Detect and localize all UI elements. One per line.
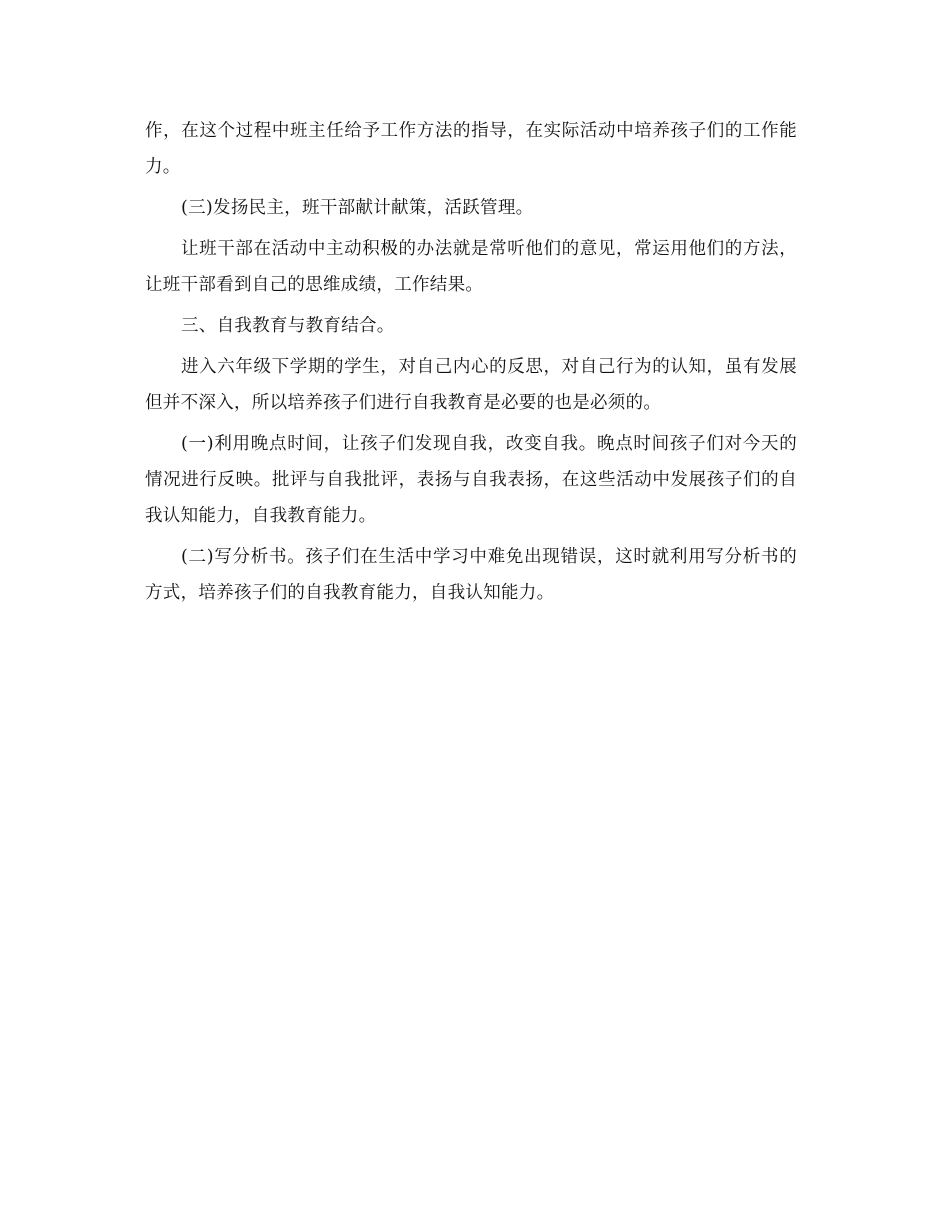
paragraph-section-three-heading: 三、自我教育与教育结合。 bbox=[181, 316, 395, 336]
paragraph-analysis-writing: (二)写分析书。孩子们在生活中学习中难免出现错误，这时就利用写分析书的方式，培养孩子们的自我教育能力，自我认知能力。 bbox=[145, 547, 797, 603]
paragraph-heading-democracy: (三)发扬民主，班干部献计献策，活跃管理。 bbox=[181, 198, 534, 218]
paragraph-continuation: 作，在这个过程中班主任给予工作方法的指导，在实际活动中培养孩子们的工作能力。 bbox=[145, 121, 797, 177]
paragraph-evening-review: (一)利用晚点时间，让孩子们发现自我，改变自我。晚点时间孩子们对今天的情况进行反映。批评与自我批评，表扬与自我表扬，在这些活动中发展孩子们的自我认知能力，自我教育能力。 bbox=[145, 434, 797, 526]
document-page bbox=[145, 113, 797, 616]
paragraph-self-reflection: 进入六年级下学期的学生，对自己内心的反思，对自己行为的认知，虽有发展但并不深入，所以培养孩子们进行自我教育是必要的也是必须的。 bbox=[145, 357, 797, 413]
paragraph-class-cadre: 让班干部在活动中主动积极的办法就是常听他们的意见，常运用他们的方法，让班干部看到自己的思维成绩，工作结果。 bbox=[145, 239, 797, 295]
